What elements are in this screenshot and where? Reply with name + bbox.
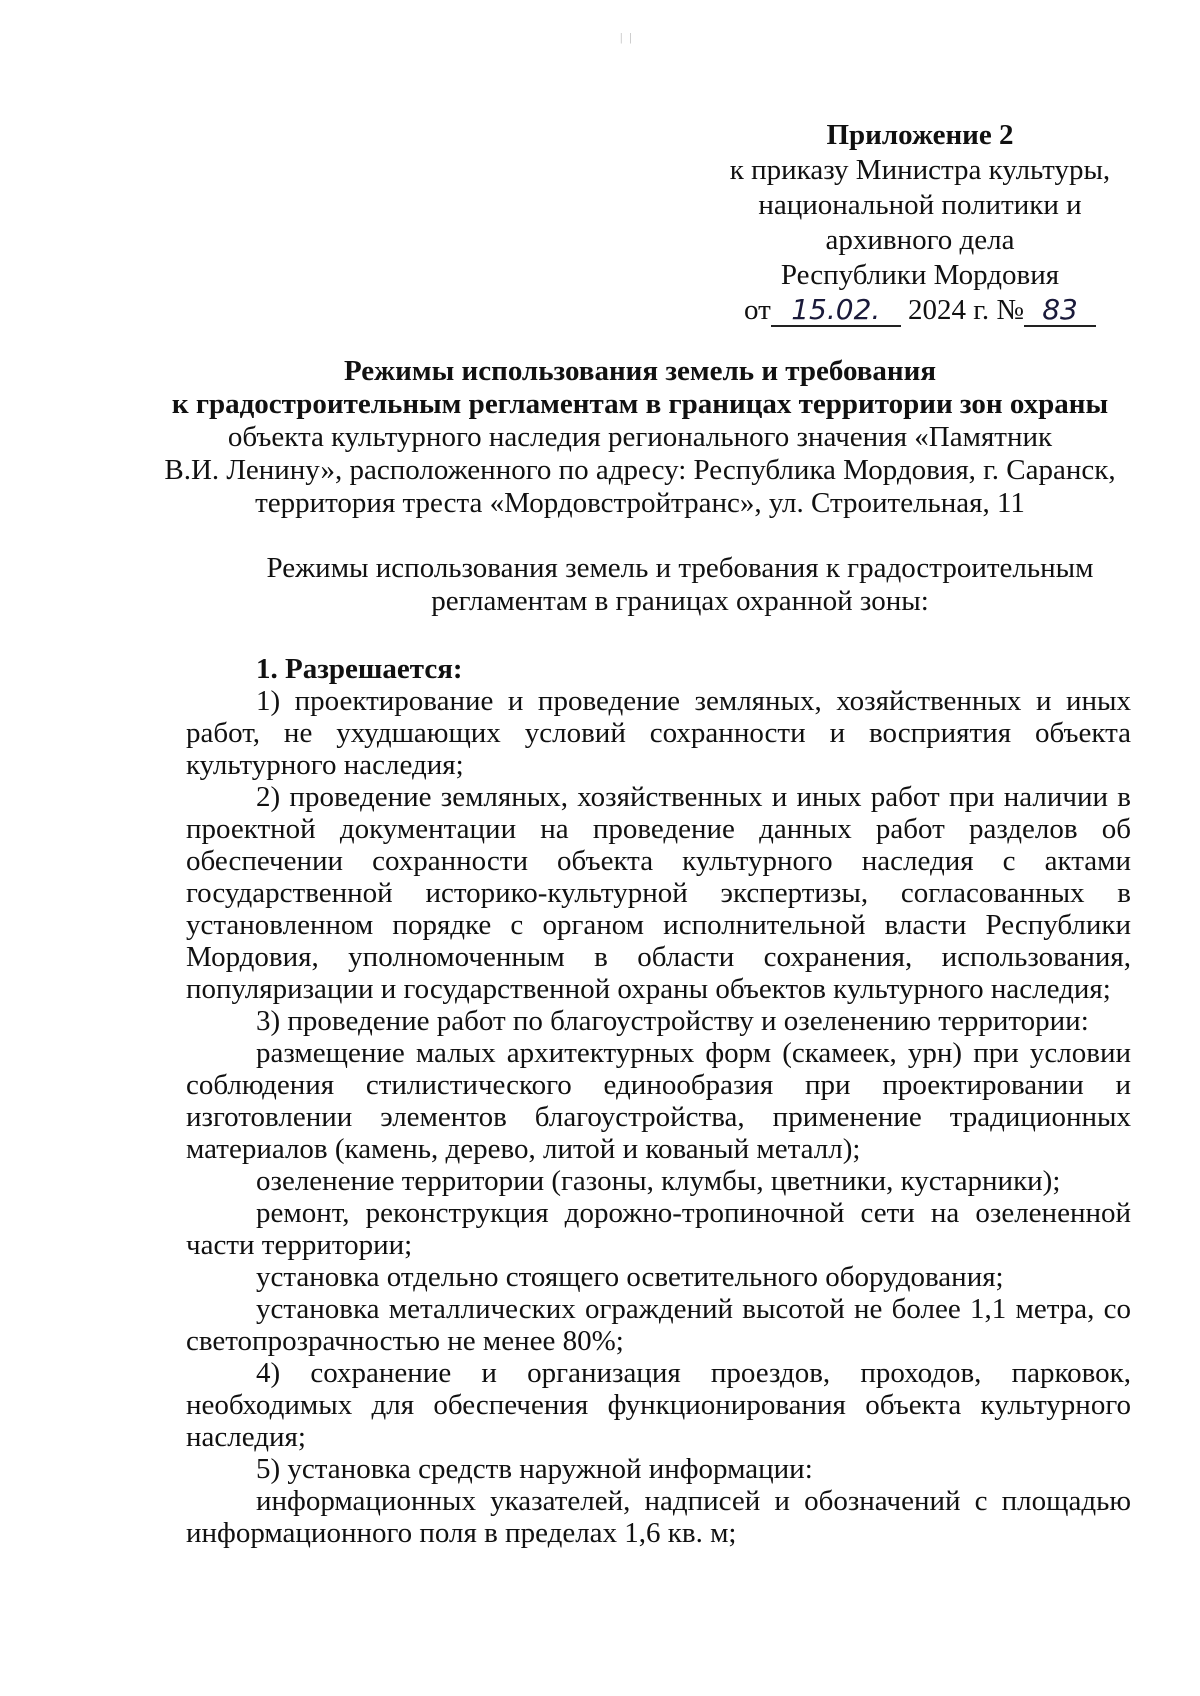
appendix-header xyxy=(700,118,1140,328)
title-line: В.И. Ленину», расположенного по адресу: Республика Мордовия, г. Саранск, xyxy=(164,454,1116,486)
order-prefix: от xyxy=(743,294,771,326)
title-bold-line: к градостроительным регламентам в границах территории зон охраны xyxy=(171,388,1109,420)
zone-subtitle: Режимы использования земель и требования к градостроительным регламентам в границах охранной зоны: xyxy=(266,552,1094,617)
paragraph: 2) проведение земляных, хозяйственных и иных работ при наличии в проектной документации на проведение данных работ разделов об обеспечении сохранности объекта культурного наследия с актами государственной историко-культурной экспертизы, согласованных в установленном порядке с органом исполнительной власти Республики Мордовия, уполномоченным в области сохранения, использования, популяризации и государственной охраны объектов культурного наследия; xyxy=(186,781,1131,1005)
scan-mark: | | xyxy=(620,30,634,44)
paragraph: размещение малых архитектурных форм (скамеек, урн) при условии соблюдения стилистического единообразия при проектировании и изготовлении элементов благоустройства, применение традиционных материалов (камень, дерево, литой и кованый металл); xyxy=(186,1037,1131,1165)
paragraph: 4) сохранение и организация проездов, проходов, парковок, необходимых для обеспечения функционирования объекта культурного наследия; xyxy=(186,1357,1131,1453)
paragraph: ремонт, реконструкция дорожно-тропиночной сети на озелененной части территории; xyxy=(186,1197,1131,1261)
order-number-handwritten: 83 xyxy=(1024,295,1096,327)
appendix-line: Республики Мордовия xyxy=(780,259,1060,291)
order-year: 2024 г. № xyxy=(908,294,1025,326)
section-1 xyxy=(186,653,1131,1549)
paragraph: озеленение территории (газоны, клумбы, цветники, кустарники); xyxy=(256,1165,1061,1197)
document-title xyxy=(140,355,1140,520)
order-line xyxy=(700,293,1140,328)
order-date-handwritten: 15.02. xyxy=(771,295,901,327)
paragraph: информационных указателей, надписей и обозначений с площадью информационного поля в пределах 1,6 кв. м; xyxy=(186,1485,1131,1549)
appendix-line: архивного дела xyxy=(825,224,1015,256)
appendix-title: Приложение 2 xyxy=(826,119,1014,151)
section-heading: 1. Разрешается: xyxy=(256,653,463,685)
paragraph: установка металлических ограждений высотой не более 1,1 метра, со светопрозрачностью не менее 80%; xyxy=(186,1293,1131,1357)
paragraph: 5) установка средств наружной информации: xyxy=(256,1453,813,1485)
appendix-line: национальной политики и xyxy=(758,189,1082,221)
paragraph: установка отдельно стоящего осветительного оборудования; xyxy=(256,1261,1004,1293)
appendix-line: к приказу Министра культуры, xyxy=(729,154,1111,186)
paragraph: 1) проектирование и проведение земляных, хозяйственных и иных работ, не ухудшающих условий сохранности и восприятия объекта культурного наследия; xyxy=(186,685,1131,781)
title-bold-line: Режимы использования земель и требования xyxy=(343,355,937,387)
title-line: территория треста «Мордовстройтранс», ул. Строительная, 11 xyxy=(255,487,1025,519)
title-line: объекта культурного наследия регионального значения «Памятник xyxy=(227,421,1053,453)
paragraph: 3) проведение работ по благоустройству и озеленению территории: xyxy=(256,1005,1089,1037)
